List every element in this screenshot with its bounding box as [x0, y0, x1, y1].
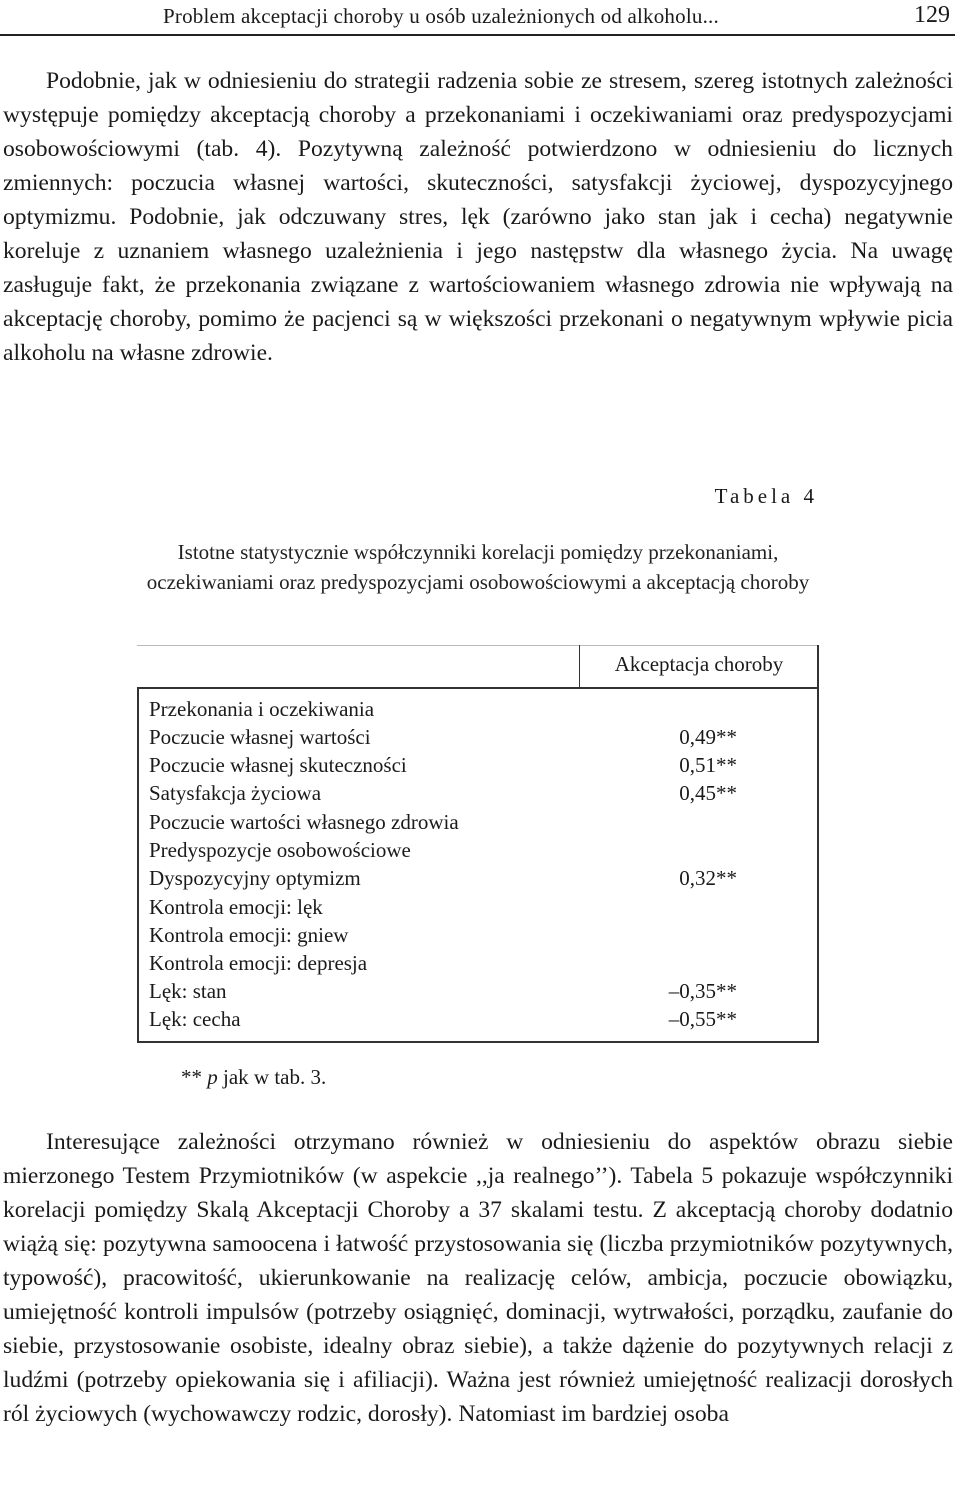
footnote-text: jak w tab. 3. [223, 1065, 327, 1089]
page-number: 129 [914, 2, 950, 28]
text-line: obraz siebie), a także dążenie do pozytywnych relacji z ludźmi (potrzeby [3, 1333, 953, 1393]
table-row [149, 1007, 809, 1035]
row-label: Poczucie własnej wartości [149, 725, 371, 749]
table-top-rule [137, 645, 819, 646]
row-label: Predyspozycje osobowościowe [149, 838, 411, 862]
row-value: –0,35** [668, 979, 737, 1003]
row-label: Kontrola emocji: lęk [149, 895, 323, 919]
text-line: Podobnie, jak odczuwany stres, lęk (zarówno jako stan jak i cecha) negatywnie [129, 204, 953, 230]
table-row [149, 866, 809, 894]
row-value: 0,49** [679, 725, 737, 749]
table-row [149, 895, 809, 923]
text-line: Interesujące zależności otrzymano również w odniesieniu do aspektów [46, 1129, 799, 1155]
table-row [149, 697, 809, 725]
table-row [149, 725, 809, 753]
row-value: –0,55** [668, 1007, 737, 1031]
table-row [149, 753, 809, 781]
row-label: Kontrola emocji: depresja [149, 951, 368, 975]
footnote-stars: ** [181, 1065, 202, 1089]
table-body [137, 687, 819, 1043]
text-line: samoocena i łatwość przystosowania się (liczba przymiotników pozytywnych, [212, 1231, 953, 1257]
table-row [149, 781, 809, 809]
text-line: koreluje z uznaniem własnego uzależnienia i jego następstw dla własnego [3, 238, 769, 264]
row-value: 0,51** [679, 753, 737, 777]
table-footnote [181, 1065, 326, 1090]
text-line: ról życiowych (wychowawczy rodzic, dorosły). Natomiast im bardziej osoba [3, 1401, 729, 1427]
paragraph-correlations-intro [3, 64, 953, 370]
text-line: są w większości przekonani o negatywnym wpływie picia alkoholu na własne [3, 306, 954, 366]
footnote-p: p [207, 1065, 218, 1089]
running-title: Problem akceptacji choroby u osób uzależnionych od alkoholu... [163, 4, 719, 28]
text-line: zależność potwierdzono w odniesieniu do licznych zmiennych: poczucia własnej [3, 136, 953, 196]
row-label: Satysfakcja życiowa [149, 781, 322, 805]
column-header: Akceptacja choroby [614, 652, 784, 676]
text-line: życia. Na uwagę zasługuje fakt, że przekonania związane z wartościowaniem [3, 238, 954, 298]
table-caption: Istotne statystycznie współczynniki korelacji pomiędzy przekonaniami, oczekiwaniami oraz predyspozycjami osobowościowymi a akceptacją choroby [146, 540, 810, 594]
table-row [149, 838, 809, 866]
text-line: typowość), pracowitość, ukierunkowanie na realizację celów, ambicja, poczucie [3, 1265, 828, 1291]
row-value: 0,32** [679, 866, 737, 890]
correlation-table [137, 645, 819, 1043]
text-line: wartości, skuteczności, satysfakcji życiowej, dyspozycyjnego optymizmu. [3, 170, 953, 230]
text-line: opiekowania się i afiliacji). Ważna jest również umiejętność realizacji dorosłych [175, 1367, 953, 1393]
row-value: 0,45** [679, 781, 737, 805]
text-line: Podobnie, jak w odniesieniu do strategii radzenia sobie ze stresem, szereg [46, 68, 755, 94]
running-header [0, 0, 955, 36]
paragraph-adjective-test [3, 1125, 953, 1431]
text-line: a 37 skalami testu. Z akceptacją choroby dodatnio wiążą się: pozytywna [3, 1197, 954, 1257]
text-line: zdrowie. [191, 340, 273, 366]
row-label: Dyspozycyjny optymizm [149, 866, 361, 890]
text-line: istotnych zależności występuje pomiędzy akceptacją choroby a przekonaniami [3, 68, 953, 128]
table-row [149, 810, 809, 838]
row-label: Kontrola emocji: gniew [149, 923, 349, 947]
row-label: Poczucie własnej skuteczności [149, 753, 407, 777]
row-label: Przekonania i oczekiwania [149, 697, 375, 721]
table-label: Tabela 4 [714, 484, 818, 508]
text-line: własnego zdrowia nie wpływają na akceptację choroby, pomimo że pacjenci [3, 272, 954, 332]
text-line: i oczekiwaniami oraz predyspozycjami osobowościowymi (tab. 4). Pozytywną [3, 102, 953, 162]
text-line: Tabela 5 pokazuje współczynniki korelacji pomiędzy Skalą Akceptacji Choroby [3, 1163, 954, 1223]
table-row [149, 923, 809, 951]
row-label: Lęk: cecha [149, 1007, 241, 1031]
row-label: Lęk: stan [149, 979, 227, 1003]
table-row [149, 979, 809, 1007]
text-line: wytrwałości, porządku, zaufanie do siebie, przystosowanie osobiste, idealny [3, 1299, 953, 1359]
text-line: obrazu siebie mierzonego Testem Przymiotników (w aspekcie ,,ja realnego’’). [3, 1129, 953, 1189]
row-label: Poczucie wartości własnego zdrowia [149, 810, 459, 834]
text-line: obowiązku, umiejętność kontroli impulsów (potrzeby osiągnięć, dominacji, [3, 1265, 953, 1325]
table-row [149, 951, 809, 979]
